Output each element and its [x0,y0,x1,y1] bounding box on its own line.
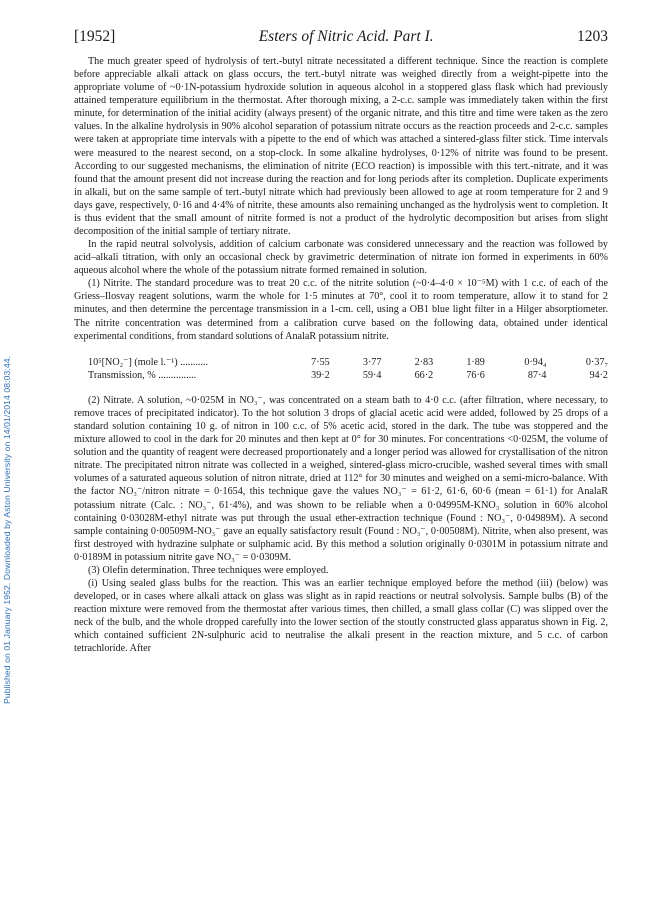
page-number: 1203 [577,28,608,45]
header-title: Esters of Nitric Acid. Part I. [258,28,434,45]
paragraph-nitrite-method: (1) Nitrite. The standard procedure was to treat 20 c.c. of the nitrite solution (~0·4–4·0 × 10⁻⁵M) with 1 c.c. of each of the Griess–Ilosvay reagent solutions, warm the whole for 1·5 minutes at 70°, cool it to room temperature, allow it to stand for 2 minutes, and then determine the percentage transmission in a 1-cm. cell, using a OB1 blue light filter in a Hilger absorptiometer. The nitrite concentration was determined from a calibration curve based on the following data, obtained under identical experimental conditions, from standard solutions of AnalaR potassium nitrite. [74,278,608,342]
table-cell: 1·89 [466,356,485,368]
body-text [74,55,608,655]
paragraph-olefin-heading: (3) Olefin determination. Three techniques were employed. [88,564,329,576]
table-cell: 87·4 [527,369,547,381]
table-cell: 39·2 [311,369,330,381]
table-cell: 66·2 [414,369,434,381]
table-cell: 76·6 [466,369,485,381]
paragraph-tert-butyl-hydrolysis: The much greater speed of hydrolysis of tert.-butyl nitrate necessitated a different technique. Since the reaction is complete before appreciable alkali attack on glass occurs, the tert.-butyl nitrate was weighed directly from a weight-pipette into the appropriate volume of ~0·1N-potassium hydroxide solution in aqueous alcohol in a stoppered glass flask which had previously attained temperature equilibrium in the thermostat. After thorough mixing, a 2-c.c. sample was immediately taken within the first minute, for determination of the initial acidity (always present) of the organic nitrate, and this titre and time were taken as the zero values. In the alkaline hydrolysis in 90% alcohol separation of potassium nitrate occurs as the reaction proceeds and 2-c.c. samples were taken at appropriate time intervals with a pipette to the end of which was attached a sintered-glass filter stick. Time intervals were measured to the nearest second, on a stop-clock. In some alkaline hydrolyses, 0·12% of nitrite was found to be present. According to our suggested mechanisms, the elimination of nitrite (ECO reaction) is impossible with this tert.-nitrate, and it was found that the amount present did not increase during the reaction and for long periods after its completion. Duplicate experiments in alkali, but on the same sample of tert.-butyl nitrate which had previously been allowed to age at room temperature for 2 and 9 days gave, respectively, 0·16 and 4·4% of nitrite, these amounts also remaining unchanged as the hydrolysis went to completion. It is thus evident that the small amount of nitrite formed is not a product of the hydrolytic decomposition but arises from slight decomposition of the initial sample of tertiary nitrate. [74,56,608,238]
table-cell: 94·2 [589,369,608,381]
header-year: [1952] [74,28,116,45]
download-notice: Published on 01 January 1952. Downloaded by Aston University on 14/01/2014 08:03:44. [2,355,12,705]
paper-page [74,28,608,655]
table-cell: 0·37₇ [585,356,608,368]
table-cell: 3·77 [362,356,382,368]
calibration-table [74,356,608,382]
table-cell: 59·4 [362,369,382,381]
paragraph-neutral-solvolysis: In the rapid neutral solvolysis, addition of calcium carbonate was considered unnecessary and the reaction was followed by acid–alkali titration, with only an occasional check by gravimetric determination of nitrate ion formed in experiments in 60% aqueous alcohol where the whole of the potassium nitrate formed remained in solution. [74,239,608,277]
table-cell: 2·83 [414,356,434,368]
row-label-concentration: 10⁵[NO₂⁻] (mole l.⁻¹) ........... [88,356,209,368]
paragraph-sealed-bulbs: (i) Using sealed glass bulbs for the reaction. This was an earlier technique employed before the method (iii) (below) was developed, or in cases where alkali attack on glass was slight as in rapid reactions or neutral solvolysis. Sample bulbs (B) of the reaction mixture were removed from the thermostat after various times, then chilled, a small glass collar (C) was slipped over the neck of the bulb, and the whole dropped carefully into the lower section of the stoutly constructed glass apparatus shown in Fig. 2, which contained sufficient 2N-sulphuric acid to neutralise the alkali present in the reaction mixture, and 5 c.c. of carbon tetrachloride. After [74,577,608,655]
row-label-transmission: Transmission, % ............... [88,369,197,381]
table-row [74,356,608,369]
table-cell: 0·94₄ [524,356,547,368]
table-cell: 7·55 [311,356,330,368]
paragraph-nitrate-method: (2) Nitrate. A solution, ~0·025M in NO₃⁻, was concentrated on a steam bath to 4·0 c.c. (after filtration, where necessary, to remove traces of precipitated indicator). To the hot solution 3 drops of glacial acetic acid were added, followed by 25 drops of a standard solution containing 10 g. of nitron in 100 c.c. of 5% acetic acid, stored in the dark. The tube was stoppered and the mixture allowed to cool in the dark for 20 minutes and then kept at 0° for 30 minutes. For concentrations <0·025M, the volume of solution and the quantity of reagent were decreased proportionately and a longer period was allowed for crystallisation of the nitron nitrate. The precipitated nitron nitrate was collected in a weighed, sintered-glass micro-crucible, washed several times with small volumes of a saturated aqueous solution of nitron nitrate, dried at 112° for 30 minutes and weighed on a semi-micro-balance. With the factor NO₃⁻/nitron nitrate = 0·1654, this technique gave the values NO₃⁻ = 61·2, 61·6, 60·6 (mean = 61·1) for AnalaR potassium nitrate (Calc. : NO₃⁻, 61·4%), and was shown to be reliable when a 0·04995M-KNO₃ solution in 60% alcohol containing 0·03028M-ethyl nitrate was put through the usual ether-extraction technique (Found : NO₃⁻, 0·04989M). A second sample containing 0·00509M-NO₃⁻ gave an equally satisfactory result (Found : NO₃⁻, 0·00508M). Nitrite, when also present, was first destroyed with hydrazine sulphate or sulphamic acid. By this method a solution originally 0·0301M in potassium nitrate and 0·0189M in potassium nitrite gave NO₃⁻ = 0·0309M. [74,394,608,563]
table-row [74,369,608,382]
running-header [74,28,608,46]
